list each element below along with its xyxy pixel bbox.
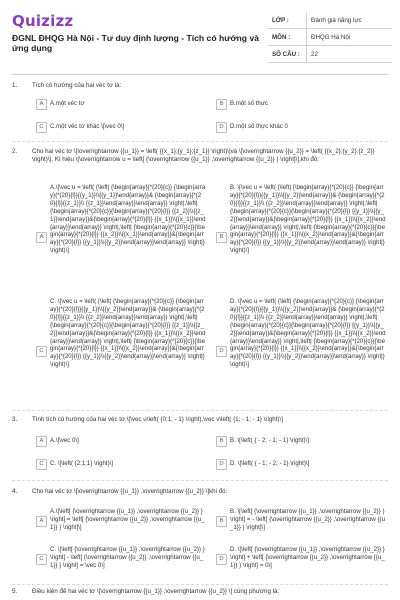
option-text: D.một số thực khác 0	[230, 123, 288, 130]
option-letter: A	[36, 516, 47, 527]
meta-table	[268, 12, 392, 63]
option-text: D. \[\left[ {\overrightarrow {{u_1}} ,\overrightarrow {{u_2}} } \right] + \left[ {\overrightarrow {{u_2}} ,\overrightarrow {{u_1}} } \right] = 0\]	[230, 546, 385, 569]
option-text: C. \[\vec u = \left( {\left| {\begin{array}{*{20}{c}} {\begin{array}{*{20}{l}}{{y_1}}\\{{y_2}}\end{array}}& {\begin{array}{*{20}{l}}{{z_1}}\\ {{z_2}}\end{array}}\end{array}} \right|,\left| {\begin{array}{*{20}{c}}{\begin{array}{*{20}{l}} {{z_1}}\\{{z_2}}\end{array}}&{\begin{array}{*{20}{l}} {{x_1}}\\{{x_2}}\end{array}}\end{array}} \right|,\left| {\begin{array}{*{20}{c}}{\begin{array}{*{20}{l}} {{x_1}}\\{{x_2}}\end{array}}&{\begin{array}{*{20}{l}} {{y_1}}\\{{y_2}}\end{array}}\end{array}} \right|} \right)\]	[50, 298, 206, 369]
option-letter: C	[36, 122, 47, 133]
meta-row-subject	[268, 29, 392, 46]
option-text: D. \[\left( { - 1; - 2; - 1} \right)\]	[230, 460, 310, 467]
question-divider	[12, 141, 388, 142]
option-b[interactable]	[216, 184, 386, 288]
meta-row-class	[268, 12, 392, 29]
option-b[interactable]	[216, 508, 386, 540]
meta-value: 22	[306, 46, 392, 62]
option-c[interactable]	[36, 546, 206, 578]
option-letter: D	[216, 554, 227, 565]
option-a[interactable]	[36, 508, 206, 540]
question-5	[12, 588, 388, 598]
option-d[interactable]	[216, 298, 386, 402]
option-letter: A	[36, 436, 47, 447]
meta-key: LỚP :	[272, 16, 289, 24]
option-letter: C	[36, 554, 47, 565]
question-number: 3.	[12, 416, 18, 423]
question-divider	[12, 584, 388, 585]
option-text: B.một số thực	[230, 100, 268, 107]
option-letter: D	[216, 346, 227, 357]
page-title: ĐGNL ĐHQG Hà Nội - Tư duy định lượng - Tích có hướng và ứng dụng	[12, 33, 260, 53]
option-c[interactable]	[36, 459, 206, 469]
option-text: B. \[\vec u = \left( {\left| {\begin{array}{*{20}{c}} {\begin{array}{*{20}{l}}{{y_1}}\\{{y_2}}\end{array}}& {\begin{array}{*{20}{l}}{{z_1}}\\ {{z_2}}\end{array}}\end{array}} \right|,\left| {\begin{array}{*{20}{c}}{\begin{array}{*{20}{l}} {{y_1}}\\{{y_2}}\end{array}}&{\begin{array}{*{20}{l}} {{x_1}}\\{{x_2}}\end{array}}\end{array}} \right|,\left| {\begin{array}{*{20}{c}}{\begin{array}{*{20}{l}} {{x_1}}\\{{x_2}}\end{array}}&{\begin{array}{*{20}{l}} {{y_1}}\\{{y_2}}\end{array}}\end{array}} \right|} \right)\]	[230, 184, 386, 255]
question-3	[12, 416, 388, 476]
option-text: A.\[\vec u = \left( {\left| {\begin{array}{*{20}{c}} {\begin{array}{*{20}{l}}{{y_1}}\\{{y_1}}\end{array}}& {\begin{array}{*{20}{l}}{{z_1}}\\ {{z_1}}\end{array}}\end{array}} \right|,\left| {\begin{array}{*{20}{c}}{\begin{array}{*{20}{l}} {{z_2}}\\{{z_1}}\end{array}}&{\begin{array}{*{20}{l}} {{x_1}}\\{{x_1}}\end{array}}\end{array}} \right|,\left| {\begin{array}{*{20}{c}}{\begin{array}{*{20}{l}} {{x_2}}\\{{x_1}}\end{array}}&{\begin{array}{*{20}{l}} {{y_1}}\\{{y_2}}\end{array}}\end{array}} \right|} \right)\]	[50, 184, 206, 255]
option-letter: D	[216, 122, 227, 133]
option-text: A.\[\left[ {\overrightarrow {{u_1}} ,\overrightarrow {{u_2}} } \right] = \left[ {\overrightarrow {{u_2}} ,\overrightarrow {{u_1}} } \right]\]	[50, 508, 205, 531]
question-text: Điều kiện để hai véc tơ \[\overrightarrow {{u_1}} ,\overrightarrow {{u_2}} \] cùng phương là:	[32, 588, 280, 595]
option-letter: B	[216, 516, 227, 527]
meta-key: MÔN :	[272, 33, 291, 41]
option-text: B. \[\left( { - 2; - 1; - 1} \right)\]	[230, 437, 309, 444]
option-text: A.một véc tơ	[50, 100, 85, 107]
option-text: C.một véc tơ khác \[\vec 0\]	[50, 123, 125, 130]
option-letter: C	[36, 346, 47, 357]
question-number: 1.	[12, 82, 18, 89]
option-text: C. \[\left[ {\overrightarrow {{u_1}} ,\overrightarrow {{u_2}} } \right] - \left[ {\overrightarrow {{u_2}} ,\overrightarrow {{u_1}} } \right] = \vec 0\]	[50, 546, 205, 569]
question-text: Cho hai véc tơ \[\overrightarrow {{u_1}} ,\overrightarrow {{u_2}} \]khi đó:	[32, 488, 228, 495]
question-divider	[12, 480, 388, 481]
question-1	[12, 82, 388, 142]
option-text: C. \[\left( {2;1;1} \right)\]	[50, 460, 113, 467]
question-text: Cho hai véc tơ \[\overrightarrow {{u_1}} = \left( {{x_1};{y_1};{z_1}} \right)\]và \[\overrightarrow {{u_2}} = \left( {{x_2};{y_2};{z_2}} \right)\]. Kí hiệu \[\overrightarrow u = \left[ {\overrightarrow {{u_1}} ,\overrightarrow {{u_2}} } \right]\],khi đó:	[32, 148, 375, 164]
option-a[interactable]	[36, 436, 206, 446]
option-letter: B	[216, 436, 227, 447]
question-divider	[12, 410, 388, 411]
option-a[interactable]	[36, 99, 206, 109]
option-c[interactable]	[36, 298, 206, 402]
question-text: Tích có hướng của hai véc tơ là:	[32, 82, 122, 89]
option-letter: C	[36, 459, 47, 470]
question-number: 5.	[12, 588, 18, 595]
meta-value: ĐHQG Hà Nội	[306, 29, 392, 45]
meta-value: Đánh giá năng lực	[306, 12, 392, 28]
option-b[interactable]	[216, 99, 386, 109]
meta-row-count	[268, 46, 392, 63]
option-text: D. \[\vec u = \left( {\left| {\begin{array}{*{20}{c}} {\begin{array}{*{20}{l}}{{y_1}}\\{{y_2}}\end{array}}& {\begin{array}{*{20}{l}}{{z_1}}\\ {{z_2}}\end{array}}\end{array}} \right|,\left| {\begin{array}{*{20}{c}}{\begin{array}{*{20}{l}} {{y_1}}\\{{y_2}}\end{array}}&{\begin{array}{*{20}{l}} {{x_1}}\\{{x_2}}\end{array}}\end{array}} \right|,\left| {\begin{array}{*{20}{c}}{\begin{array}{*{20}{l}} {{x_1}}\\{{x_2}}\end{array}}&{\begin{array}{*{20}{l}} {{y_1}}\\{{y_2}}\end{array}}\end{array}} \right|} \right)\]	[230, 298, 386, 369]
option-a[interactable]	[36, 184, 206, 288]
question-number: 4.	[12, 488, 18, 495]
header-divider	[12, 74, 388, 75]
option-text: B. \[\left[ {\overrightarrow {{u_1}} ,\overrightarrow {{u_2}} } \right] = - \left[ {\overrightarrow {{u_2}} ,\overrightarrow {{u_1}} } \right]\]	[230, 508, 385, 531]
question-number: 2.	[12, 148, 18, 155]
option-c[interactable]	[36, 122, 206, 132]
question-2	[12, 148, 388, 384]
option-letter: D	[216, 459, 227, 470]
option-letter: A	[36, 232, 47, 243]
option-d[interactable]	[216, 122, 386, 132]
option-d[interactable]	[216, 459, 386, 469]
meta-key: SỐ CÂU :	[272, 50, 300, 58]
option-letter: B	[216, 232, 227, 243]
question-4	[12, 488, 388, 584]
quizizz-logo: Quizizz	[12, 12, 74, 30]
question-text: Tính tích có hướng của hai véc tơ \[\vec u\left( {0;1; - 1} \right),\vec v\left( {1; - 1; - 1} \right)\]	[32, 416, 283, 423]
option-d[interactable]	[216, 546, 386, 578]
option-text: A.\[\vec 0\]	[50, 437, 79, 444]
option-b[interactable]	[216, 436, 386, 446]
option-letter: A	[36, 99, 47, 110]
option-letter: B	[216, 99, 227, 110]
